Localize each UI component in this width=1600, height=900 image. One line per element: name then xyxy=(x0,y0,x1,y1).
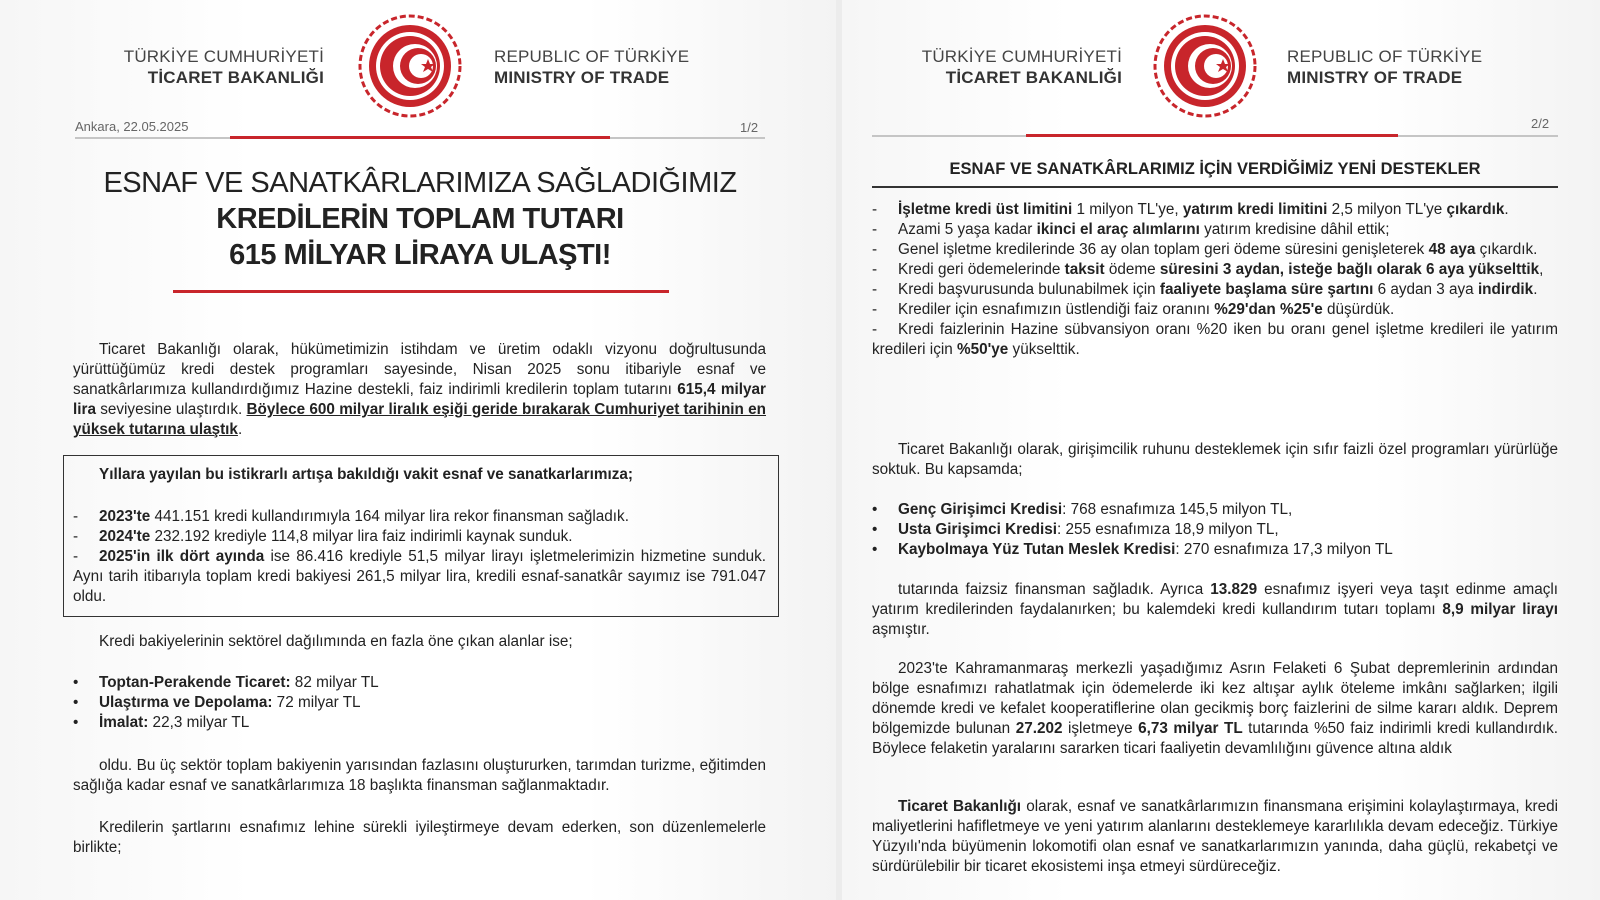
list-item: - 2024'te 232.192 krediyle 114,8 milyar lira faiz indirimli kaynak sunduk. xyxy=(73,528,573,545)
list-item: • Toptan-Perakende Ticaret: 82 milyar TL xyxy=(73,674,379,691)
section-title-underline xyxy=(872,186,1558,188)
header-en-line1: REPUBLIC OF TÜRKİYE xyxy=(1287,47,1483,66)
list-item: - Kredi başvurusunda bulunabilmek için faaliyete başlama süre şartını 6 aydan 3 aya indirdik. xyxy=(872,281,1538,298)
headline-line2: KREDİLERİN TOPLAM TUTARI xyxy=(216,203,624,235)
header-en-line2: MINISTRY OF TRADE xyxy=(1287,68,1463,87)
box-heading: Yıllara yayılan bu istikrarlı artışa bakıldığı vakit esnaf ve sanatkarlarımıza; xyxy=(99,466,633,483)
header-english-name xyxy=(1287,46,1537,88)
support-list xyxy=(872,200,1558,360)
yearly-list xyxy=(73,507,766,607)
closing-paragraph: Kredilerin şartlarını esnafımız lehine sürekli iyileştirmeye devam ederken, son düzenlemelerle birlikte; xyxy=(73,819,766,856)
program-list xyxy=(872,500,1558,560)
header-tr-line1: TÜRKİYE CUMHURİYETİ xyxy=(123,47,324,66)
earthquake-paragraph: 2023'te Kahramanmaraş merkezli yaşadığımız Asrın Felaketi 6 Şubat depremlerinin ardından bölge esnafımızı rahatlatmak için ödemelerde iki kez altışar aylık öteleme imkânı sağlarken; ilgili dönemde kredi ve kefalet kooperatiflerine olan gecikmiş borç faizlerini de silme kararı aldık. Deprem bölgemizde bulunan 27.202 işletmeye 6,73 milyar TL tutarında %50 faiz indirimli kredi kullandırdık. Böylece felaketin yaralarını sararken ticari faaliyetin devamlılığını güvence altına aldık xyxy=(872,660,1558,757)
headline xyxy=(70,167,770,272)
list-item: - Azami 5 yaşa kadar ikinci el araç alımlarını yatırım kredisine dâhil ettik; xyxy=(872,221,1390,238)
header-tr-line1: TÜRKİYE CUMHURİYETİ xyxy=(921,47,1122,66)
page-number: 2/2 xyxy=(1531,116,1550,131)
sector-list xyxy=(73,673,766,733)
list-item: - Kredi geri ödemelerinde taksit ödeme süresini 3 aydan, isteğe bağlı olarak 6 aya yükselttik, xyxy=(872,261,1544,278)
header-en-line2: MINISTRY OF TRADE xyxy=(494,68,670,87)
list-item: - İşletme kredi üst limitini 1 milyon TL'ye, yatırım kredi limitini 2,5 milyon TL'ye çıkardık. xyxy=(872,201,1509,218)
header-en-line1: REPUBLIC OF TÜRKİYE xyxy=(494,47,690,66)
document-date: Ankara, 22.05.2025 xyxy=(75,119,189,134)
list-item: - Genel işletme kredilerinde 36 ay olan toplam geri ödeme süresini genişleterek 48 aya çıkardık. xyxy=(872,241,1538,258)
sector-outro: oldu. Bu üç sektör toplam bakiyenin yarısından fazlasını oluştururken, tarımdan turizme, eğitimden sağlığa kadar esnaf ve sanatkârlarımıza 18 başlıkta finansman sağlanmaktadır. xyxy=(73,757,766,794)
program-intro: Ticaret Bakanlığı olarak, girişimcilik ruhunu desteklemek için sıfır faizli özel programları yürürlüğe soktuk. Bu kapsamda; xyxy=(872,441,1558,478)
header-turkish-name xyxy=(878,46,1122,88)
list-item: • İmalat: 22,3 milyar TL xyxy=(73,714,250,731)
header-accent-line xyxy=(230,136,610,139)
header-tr-line2: TİCARET BAKANLIĞI xyxy=(147,68,324,87)
ministry-emblem-icon xyxy=(358,14,462,118)
list-item: - Kredi faizlerinin Hazine sübvansiyon oranı %20 iken bu oranı genel işletme kredileri ile yatırım kredileri için %50'ye yükselttik. xyxy=(872,321,1558,358)
list-item: - Krediler için esnafımızın üstlendiği faiz oranını %29'dan %25'e düşürdük. xyxy=(872,301,1395,318)
header-turkish-name xyxy=(80,46,324,88)
final-paragraph: Ticaret Bakanlığı olarak, esnaf ve sanatkârlarımızın finansmana erişimini kolaylaştırmaya, kredi maliyetlerini hafifletmeye ve yeni yatırım alanlarını desteklemeye kararlılıkla devam edeceğiz. Türkiye Yüzyılı'nda büyümenin lokomotifi olan esnaf ve sanatkarlarımızın yanında, daha güçlü, rekabetçi ve sürdürülebilir bir ticaret ekosistemi inşa etmeyi sürdüreceğiz. xyxy=(872,798,1558,875)
program-outro: tutarında faizsiz finansman sağladık. Ayrıca 13.829 esnafımız işyeri veya taşıt edinme amaçlı yatırım kredilerinden faydalanırken; bu kalemdeki kredi kullandırım tutarı toplamı 8,9 milyar lirayı aşmıştır. xyxy=(872,581,1558,638)
list-item: • Ulaştırma ve Depolama: 72 milyar TL xyxy=(73,694,361,711)
list-item: - 2023'te 441.151 kredi kullandırımıyla 164 milyar lira rekor finansman sağladık. xyxy=(73,508,629,525)
header-accent-line xyxy=(1026,134,1398,137)
page-number: 1/2 xyxy=(740,120,759,135)
list-item: • Kaybolmaya Yüz Tutan Meslek Kredisi: 270 esnafımıza 17,3 milyon TL xyxy=(872,541,1393,558)
list-item: • Usta Girişimci Kredisi: 255 esnafımıza 18,9 milyon TL, xyxy=(872,521,1279,538)
list-item: - 2025'in ilk dört ayında ise 86.416 krediyle 51,5 milyar lirayı işletmelerimizin hizmetine sunduk. Aynı tarih itibarıyla toplam kredi bakiyesi 261,5 milyar lira, kredili esnaf-sanatkâr sayımız ise 791.047 oldu. xyxy=(73,548,767,605)
ministry-emblem-icon xyxy=(1153,14,1257,118)
section-title: ESNAF VE SANATKÂRLARIMIZ İÇİN VERDİĞİMİZ YENİ DESTEKLER xyxy=(949,160,1481,178)
sector-intro: Kredi bakiyelerinin sektörel dağılımında en fazla öne çıkan alanlar ise; xyxy=(99,633,573,650)
header-tr-line2: TİCARET BAKANLIĞI xyxy=(945,68,1122,87)
list-item: • Genç Girişimci Kredisi: 768 esnafımıza 145,5 milyon TL, xyxy=(872,501,1293,518)
intro-paragraph: Ticaret Bakanlığı olarak, hükümetimizin istihdam ve üretim odaklı vizyonu doğrultusunda yürüttüğümüz kredi destek programları sayesinde, Nisan 2025 sonu itibariyle esnaf ve sanatkârlarımıza kullandırdığımız Hazine destekli, faiz indirimli kredilerin toplam tutarını 615,4 milyar lira seviyesine ulaştırdık. Böylece 600 milyar liralık eşiği geride bırakarak Cumhuriyet tarihinin en yüksek tutarına ulaştık. xyxy=(73,341,767,438)
header-english-name xyxy=(494,46,744,88)
headline-line1: ESNAF VE SANATKÂRLARIMIZA SAĞLADIĞIMIZ xyxy=(103,167,737,199)
headline-line3: 615 MİLYAR LİRAYA ULAŞTI! xyxy=(229,239,611,271)
headline-underline xyxy=(173,290,669,293)
